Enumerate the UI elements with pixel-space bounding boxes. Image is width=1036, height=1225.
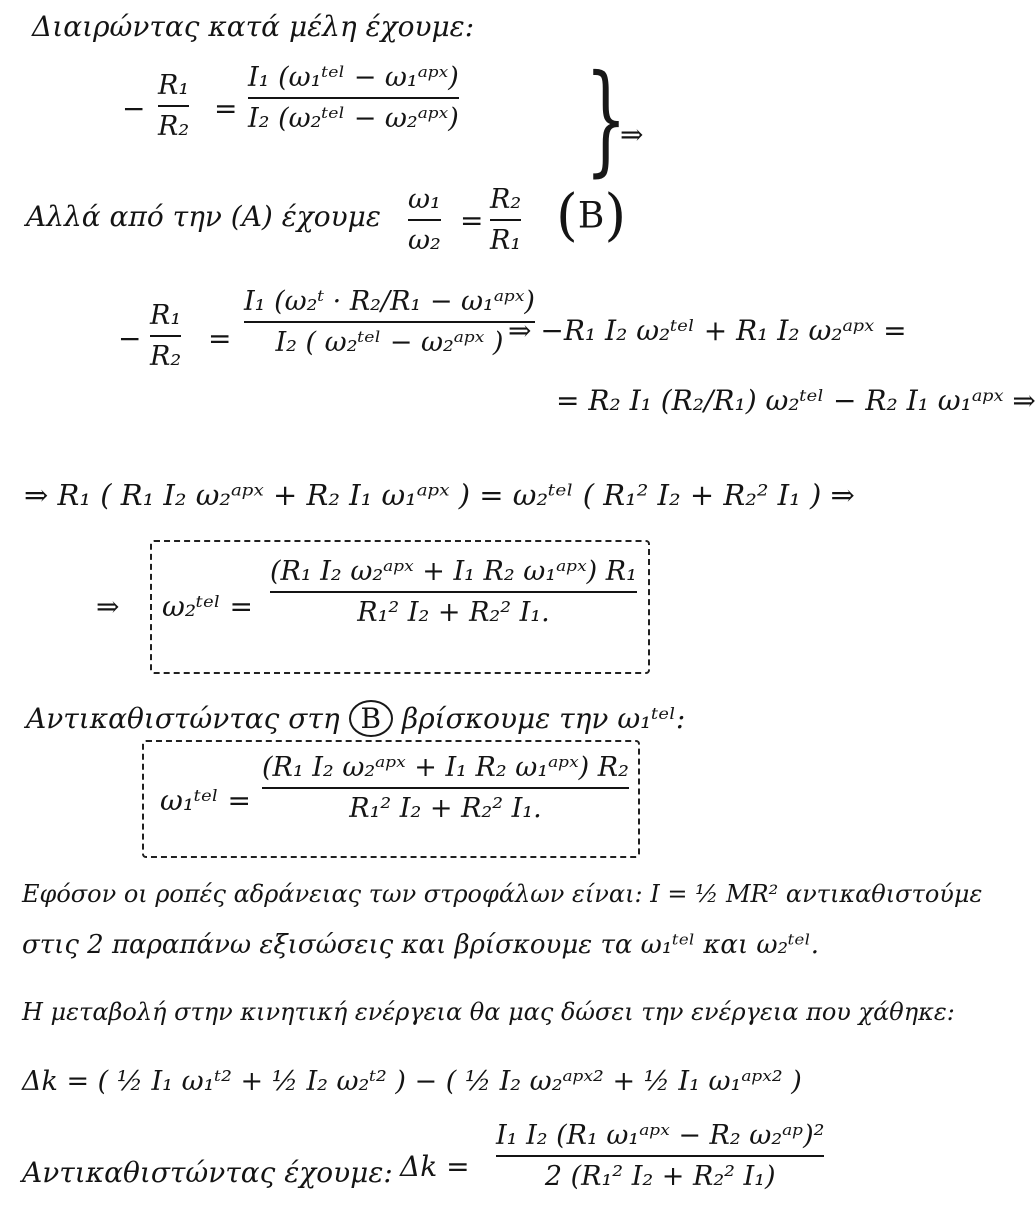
fraction-bar: [496, 1155, 824, 1157]
line-substituting-in-b: [26, 700, 685, 737]
label-b-circled: B: [349, 700, 394, 737]
fraction-bar: [158, 105, 189, 107]
delta-k-numerator: I₁ I₂ (R₁ ω₁ᵃᵖˣ − R₂ ω₂ᵃᵖ)²: [496, 1120, 825, 1151]
omega2: ω₂: [408, 225, 441, 256]
delta-k-label: Δk =: [400, 1150, 470, 1183]
substituted-denominator: I₂ ( ω₂ᵗᵉˡ − ω₂ᵃᵖˣ ): [275, 327, 504, 358]
line-but-from-a: Αλλά από την (A) έχουμε: [26, 200, 381, 233]
equation-label-b: (B): [556, 183, 627, 248]
ratio-r1-r2: [150, 300, 181, 372]
substituted-ratio: [244, 286, 535, 358]
omega1-final-denominator: R₁² I₂ + R₂² I₁.: [349, 793, 542, 824]
minus-sign: −: [118, 322, 142, 355]
line-dividing-members: Διαιρώντας κατά μέλη έχουμε:: [32, 10, 475, 43]
delta-k-fraction: [496, 1120, 824, 1192]
ratio-numerator: R₁: [158, 70, 190, 101]
ratio-omega1-omega2: [408, 184, 441, 256]
fraction-bar: [248, 97, 459, 99]
r1: R₁: [490, 225, 522, 256]
fraction-bar: [262, 787, 629, 789]
omega2-final-fraction: [270, 556, 637, 628]
minus-sign: −: [122, 92, 146, 125]
ratio-denominator: R₂: [158, 111, 190, 142]
ratio-denominator: R₂: [150, 341, 182, 372]
omega1-final-numerator: (R₁ I₂ ω₂ᵃᵖˣ + I₁ R₂ ω₁ᵃᵖˣ) R₂: [262, 752, 629, 783]
ratio-r2-r1: [490, 184, 521, 256]
find-omega1-text: βρίσκουμε την ω₁ᵗᵉˡ:: [402, 702, 686, 735]
omega2-final-denominator: R₁² I₂ + R₂² I₁.: [357, 597, 550, 628]
label-b-text: B: [577, 195, 605, 237]
omega1: ω₁: [408, 184, 441, 215]
omega-change-denominator: I₂ (ω₂ᵗᵉˡ − ω₂ᵃᵖˣ): [248, 103, 459, 134]
equals-sign: =: [214, 92, 238, 125]
ratio-numerator: R₁: [150, 300, 182, 331]
omega1-final-label: ω₁ᵗᵉˡ =: [160, 784, 251, 817]
r2: R₂: [490, 184, 522, 215]
line-grouped-equation: ⇒ R₁ ( R₁ I₂ ω₂ᵃᵖˣ + R₂ I₁ ω₁ᵃᵖˣ ) = ω₂ᵗᵉˡ ( R₁² I₂ + R₂² I₁ ) ⇒: [24, 478, 855, 512]
equals-sign: =: [208, 322, 232, 355]
line-continued-result: = R₂ I₁ (R₂/R₁) ω₂ᵗᵉˡ − R₂ I₁ ω₁ᵃᵖˣ ⇒: [556, 384, 1036, 417]
line-delta-k-expression: Δk = ( ½ I₁ ω₁ᵗ² + ½ I₂ ω₂ᵗ² ) − ( ½ I₂ ω₂ᵃᵖˣ² + ½ I₁ ω₁ᵃᵖˣ² ): [22, 1066, 802, 1097]
line-two-equations: στις 2 παραπάνω εξισώσεις και βρίσκουμε τα ω₁ᵗᵉˡ και ω₂ᵗᵉˡ.: [22, 930, 820, 960]
fraction-bar: [490, 219, 521, 221]
line-moments-of-inertia: Εφόσον οι ροπές αδράνειας των στροφάλων είναι: I = ½ MR² αντικαθιστούμε: [22, 880, 983, 908]
fraction-bar: [270, 591, 637, 593]
implies-arrow: ⇒: [96, 590, 120, 623]
right-curly-brace: }: [585, 50, 627, 189]
ratio-r1-r2: [158, 70, 189, 142]
fraction-bar: [408, 219, 441, 221]
substituted-numerator: I₁ (ω₂ᵗ · R₂/R₁ − ω₁ᵃᵖˣ): [244, 286, 535, 317]
substituting-text: Αντικαθιστώντας στη: [26, 702, 340, 735]
omega2-final-label: ω₂ᵗᵉˡ =: [162, 590, 253, 623]
omega1-final-fraction: [262, 752, 629, 824]
line-expanded-result: ⇒ −R₁ I₂ ω₂ᵗᵉˡ + R₁ I₂ ω₂ᵃᵖˣ =: [508, 314, 907, 347]
line-kinetic-energy-change: Η μεταβολή στην κινητική ενέργεια θα μας δώσει την ενέργεια που χάθηκε:: [22, 998, 955, 1026]
equals-sign: =: [460, 204, 484, 237]
implies-arrow: ⇒: [620, 118, 644, 151]
fraction-bar: [244, 321, 535, 323]
line-substituting-we-have: Αντικαθιστώντας έχουμε:: [22, 1156, 393, 1189]
omega2-final-numerator: (R₁ I₂ ω₂ᵃᵖˣ + I₁ R₂ ω₁ᵃᵖˣ) R₁: [270, 556, 637, 587]
fraction-bar: [150, 335, 181, 337]
ratio-inertia-omega: [248, 62, 459, 134]
omega-change-numerator: I₁ (ω₁ᵗᵉˡ − ω₁ᵃᵖˣ): [248, 62, 459, 93]
delta-k-denominator: 2 (R₁² I₂ + R₂² I₁): [544, 1161, 776, 1192]
